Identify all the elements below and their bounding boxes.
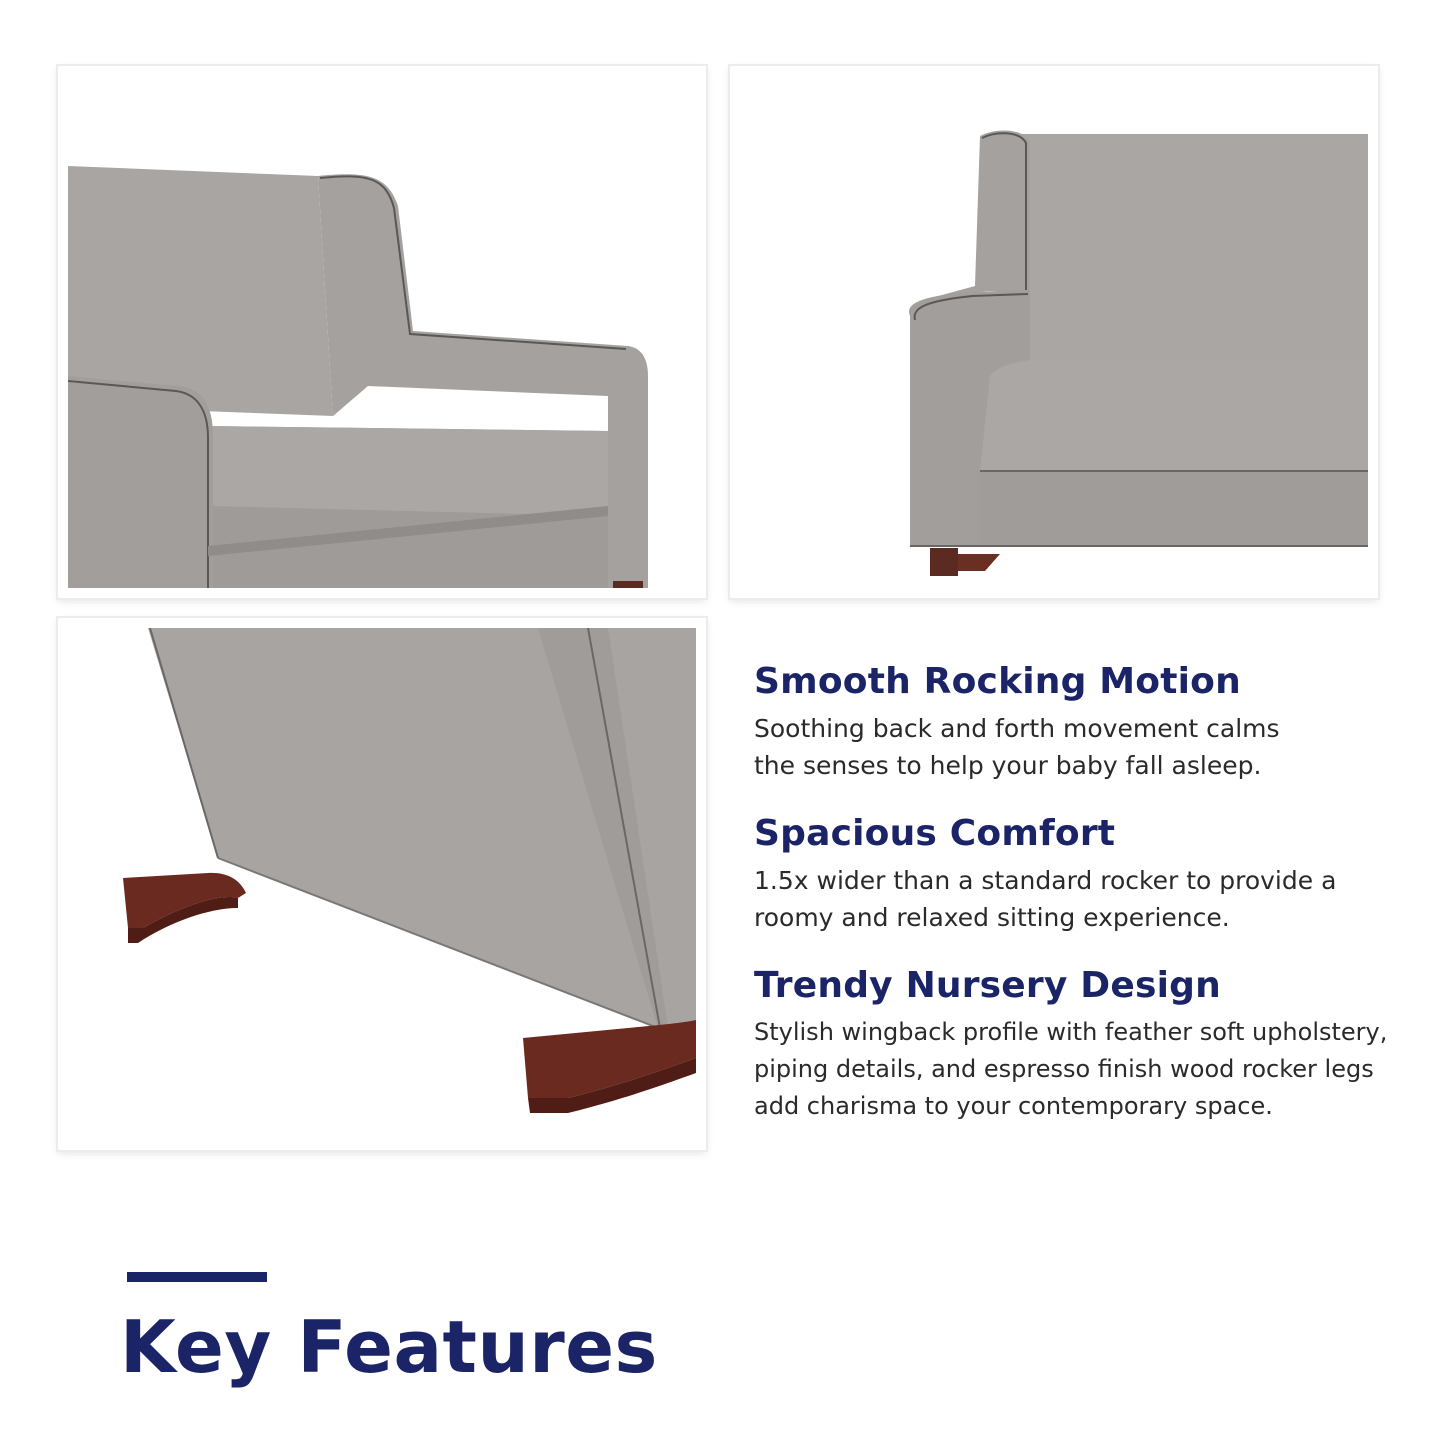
rocker-legs-closeup-image (68, 628, 696, 1140)
feature-item (754, 812, 1404, 936)
feature-list (754, 660, 1404, 1153)
section-title: Key Features (120, 1305, 658, 1389)
feature-description: Soothing back and forth movement calms the senses to help your baby fall asleep. (754, 714, 1280, 780)
feature-title: Trendy Nursery Design (754, 965, 1221, 1006)
section-title-accent-bar (127, 1272, 267, 1282)
feature-title: Spacious Comfort (754, 813, 1116, 854)
product-image-armrest (58, 66, 706, 598)
feature-title: Smooth Rocking Motion (754, 661, 1241, 702)
product-image-seat (730, 66, 1378, 598)
feature-description: Stylish wingback profile with feather soft upholstery, piping details, and espresso finish wood rocker legs add charisma to your contemporary space. (754, 1018, 1388, 1120)
feature-item (754, 660, 1404, 784)
rocker-armrest-closeup-image (68, 76, 696, 588)
feature-item (754, 964, 1404, 1125)
feature-description: 1.5x wider than a standard rocker to provide a roomy and relaxed sitting experience. (754, 866, 1337, 932)
product-image-legs (58, 618, 706, 1150)
rocker-seat-front-image (740, 76, 1368, 588)
